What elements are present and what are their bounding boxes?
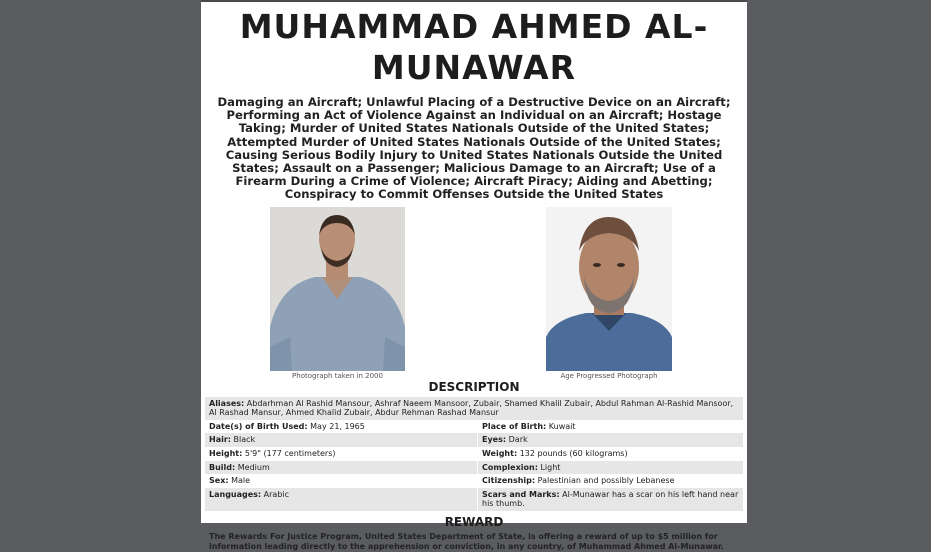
- sex-value: Male: [231, 476, 251, 486]
- scars-label: Scars and Marks:: [482, 489, 560, 499]
- description-table: [205, 397, 743, 511]
- photo-left-caption: Photograph taken in 2000: [292, 371, 383, 380]
- wanted-poster: [201, 0, 747, 551]
- table-row: [205, 447, 743, 461]
- photo-age-progressed: [546, 207, 672, 371]
- weight-label: Weight:: [482, 449, 518, 458]
- aliases-cell: [205, 397, 743, 420]
- table-row: [205, 420, 743, 434]
- scars-value: Al-Munawar has a scar on his left hand near his thumb.: [482, 489, 739, 509]
- photo-2000: [270, 207, 405, 371]
- languages-label: Languages:: [209, 489, 262, 499]
- build-value: Medium: [237, 462, 270, 472]
- photo-right-caption: Age Progressed Photograph: [560, 371, 658, 380]
- photo-left: [270, 207, 405, 380]
- eyes-value: Dark: [508, 435, 528, 445]
- page-title: MUHAMMAD AHMED AL-MUNAWAR: [239, 7, 709, 87]
- build-label: Build:: [209, 462, 236, 472]
- table-row: [205, 488, 743, 511]
- photos-row: [201, 202, 747, 380]
- birthplace-value: Kuwait: [548, 421, 576, 431]
- description-heading: DESCRIPTION: [428, 379, 520, 394]
- citizenship-label: Citizenship:: [482, 476, 536, 486]
- photo-right: [546, 207, 672, 380]
- table-row: [205, 474, 743, 488]
- eyes-label: Eyes:: [482, 435, 507, 445]
- complexion-value: Light: [540, 462, 561, 472]
- aliases-label: Aliases:: [209, 398, 245, 408]
- reward-text: The Rewards For Justice Program, United States Department of State, is offering a reward of up to $5 million for information leading directly to the apprehension or conviction, in any country, of Muhammad Ahmed Al-Munawar.: [209, 531, 724, 551]
- birthplace-label: Place of Birth:: [482, 421, 547, 431]
- hair-value: Black: [233, 435, 256, 445]
- table-row: [205, 433, 743, 447]
- hair-label: Hair:: [209, 435, 231, 445]
- languages-value: Arabic: [263, 489, 290, 499]
- table-row: [205, 397, 743, 420]
- sex-label: Sex:: [209, 476, 229, 486]
- charges-list: Damaging an Aircraft; Unlawful Placing of a Destructive Device on an Aircraft; Performing an Act of Violence Against an Individual on an Aircraft; Hostage Taking; Murder of United States Nationals Outside of the United States; Attempted Murder of United States Nationals Outside of the United States; Causing Serious Bodily Injury to United States Nationals Outside the United States; Assault on a Passenger; Malicious Damage to an Aircraft; Use of a Firearm During a Crime of Violence; Aircraft Piracy; Aiding and Abetting; Conspiracy to Commit Offenses Outside the United States: [217, 95, 731, 202]
- citizenship-value: Palestinian and possibly Lebanese: [537, 476, 675, 486]
- weight-value: 132 pounds (60 kilograms): [519, 449, 628, 458]
- aliases-value: Abdarhman Al Rashid Mansour, Ashraf Naeem Mansoor, Zubair, Shamed Khalil Zubair, Abdul Rahman Al-Rashid Mansoor, Al Rashad Mansur, Ahmed Khalid Zubair, Abdur Rehman Rashad Mansur: [209, 398, 734, 418]
- table-row: [205, 461, 743, 475]
- height-label: Height:: [209, 449, 243, 458]
- complexion-label: Complexion:: [482, 462, 538, 472]
- height-value: 5'9" (177 centimeters): [244, 449, 336, 458]
- dob-label: Date(s) of Birth Used:: [209, 421, 308, 431]
- reward-heading: REWARD: [444, 514, 504, 529]
- dob-value: May 21, 1965: [310, 421, 365, 431]
